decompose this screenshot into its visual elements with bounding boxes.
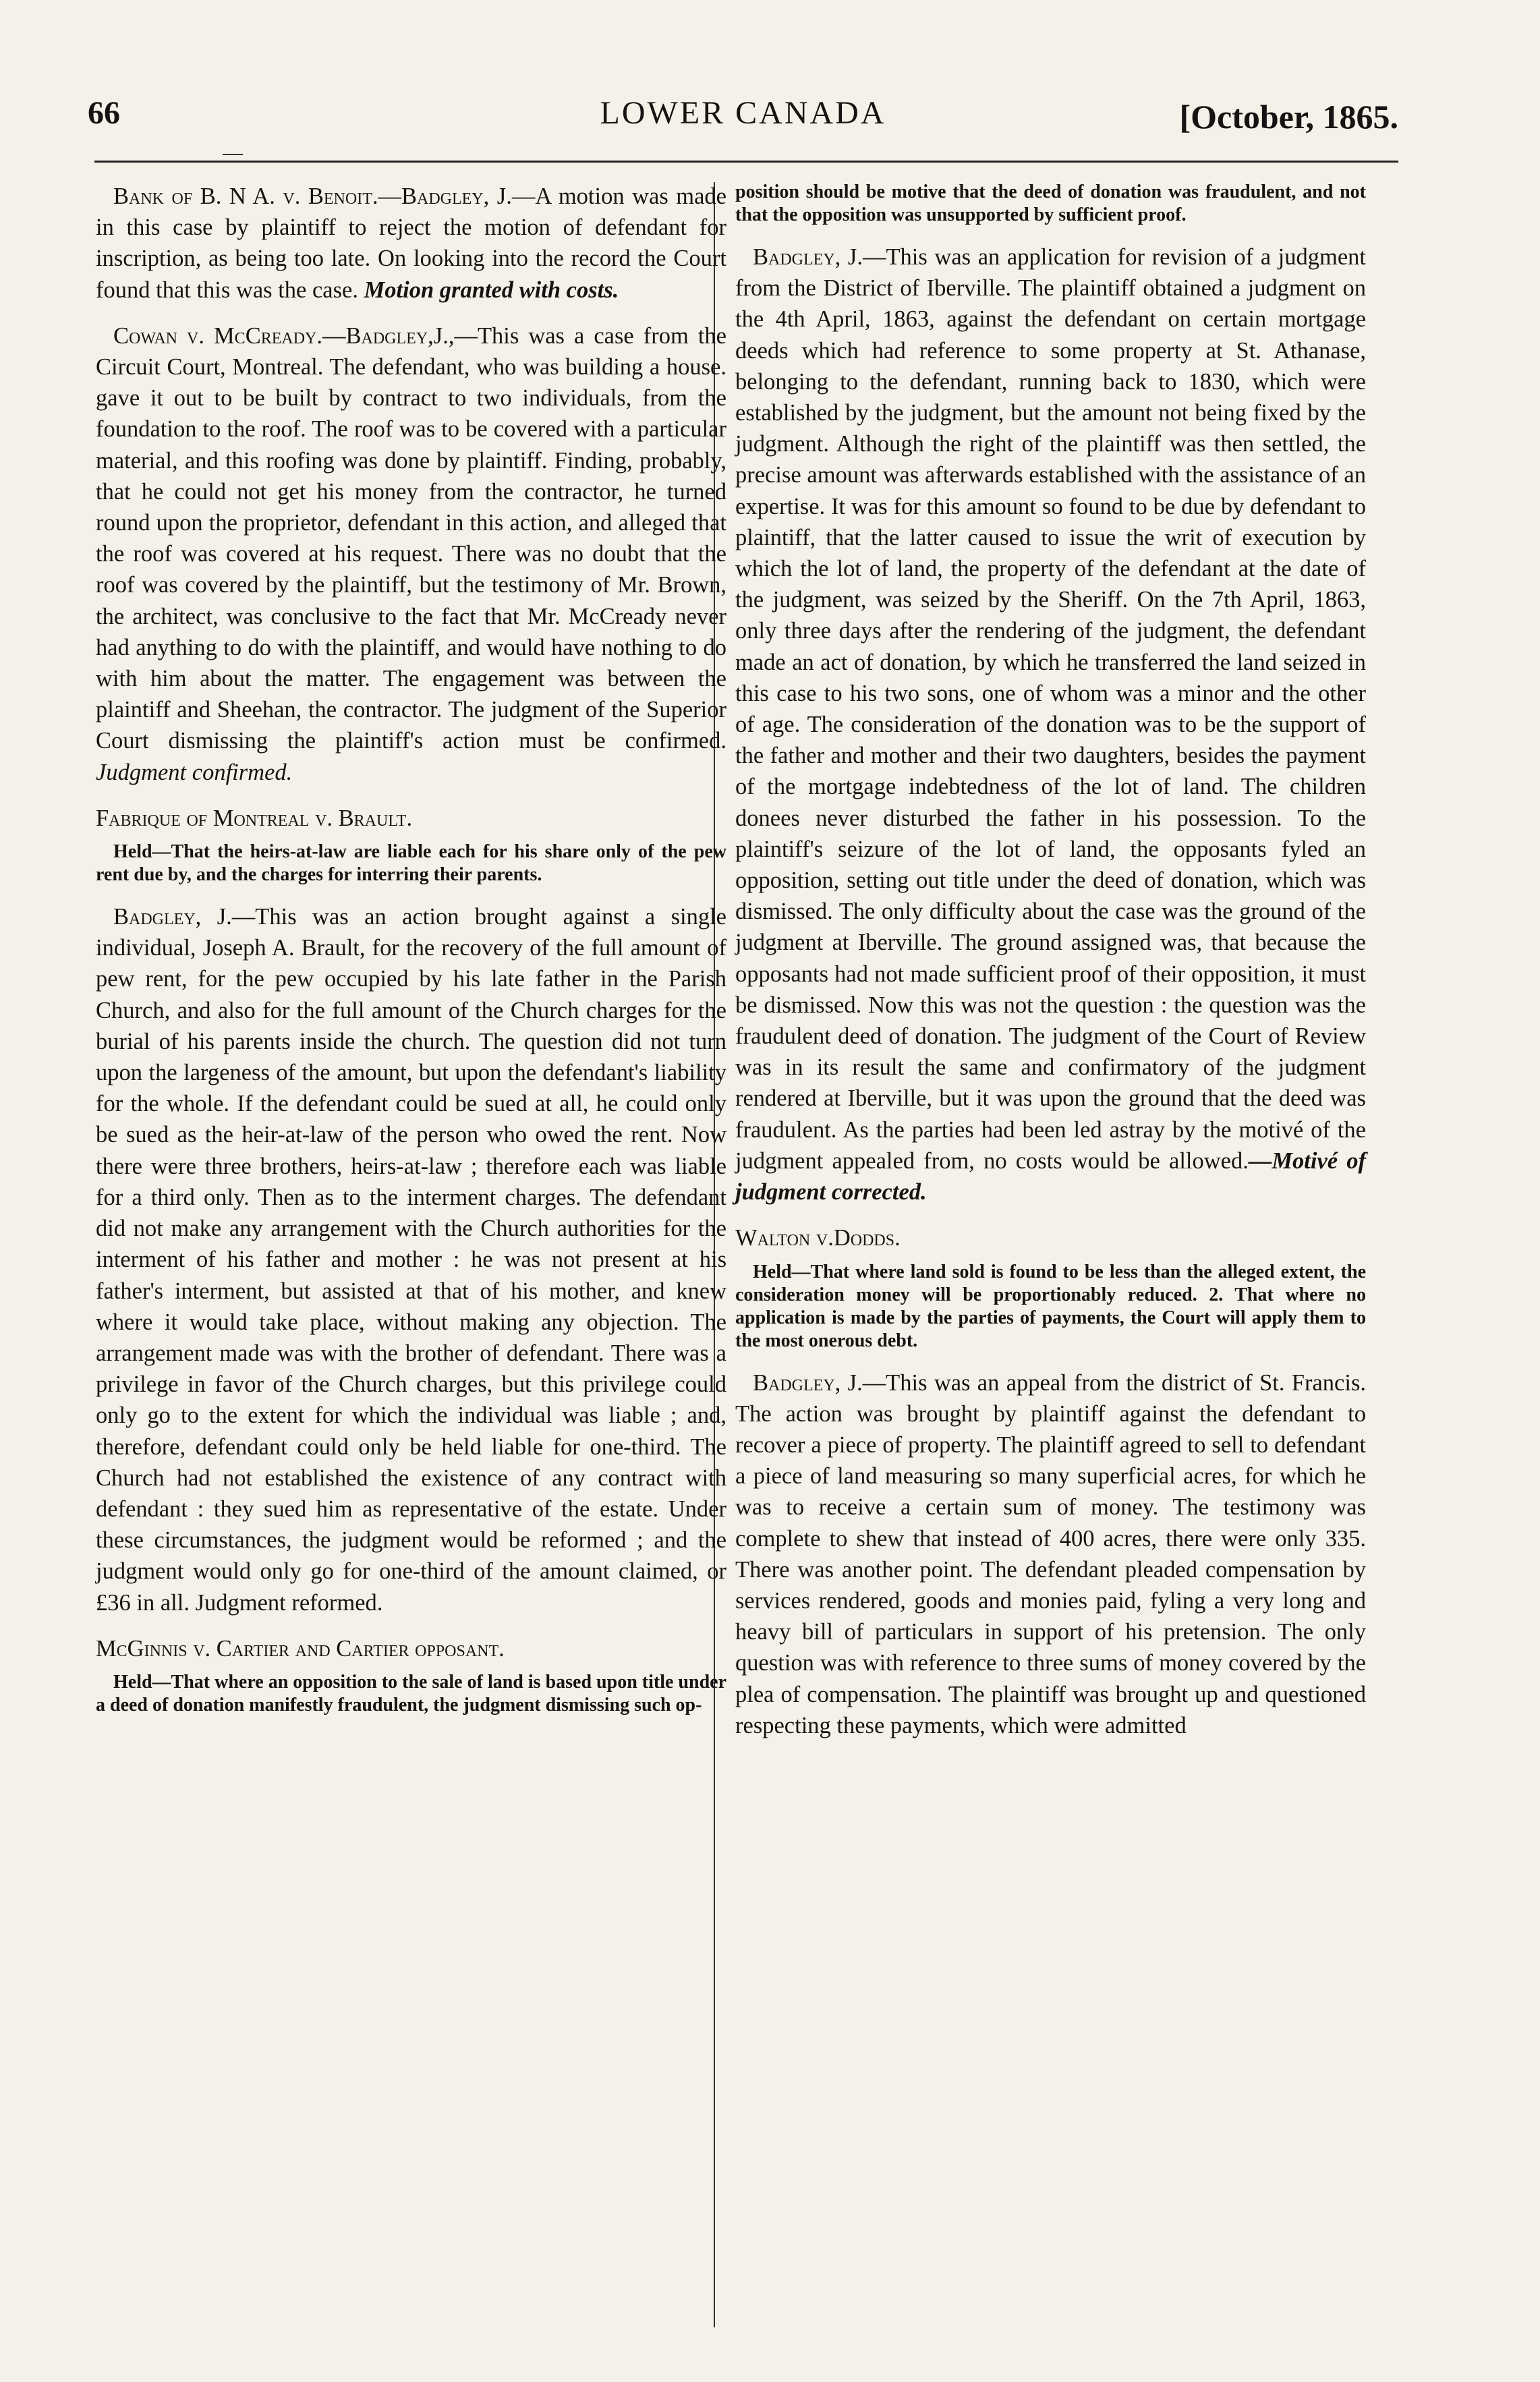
- case-disposition: Judgment confirmed.: [96, 759, 293, 785]
- case-disposition: Motion granted with costs.: [364, 277, 619, 303]
- held-summary-mcginnis: Held—That where an opposition to the sale of land is based upon title under a deed of donation manifestly fraudulent, the judgment dismissing such op-: [96, 1671, 726, 1715]
- case-title: Cowan v. McCready.: [113, 322, 322, 349]
- case-text: —This was an appeal from the district of St. Francis. The action was brought by plaintiff against the defendant to recover a piece of property. The plaintiff agreed to sell to defendant a piece of land measuring so many superficial acres, for which he was to receive a certain sum of money. The testimony was complete to shew that instead of 400 acres, there were only 335. There was another point. The defendant pleaded compensation by services rendered, goods and monies paid, fyling a very long and heavy bill of particulars in support of his pretension. The only question was with reference to three sums of money covered by the plea of compensation. The plaintiff was brought up and questioned respecting these payments, which were admitted: [735, 1369, 1366, 1738]
- held-continuation: position should be motive that the deed of donation was fraudulent, and not that the opposition was unsupported by sufficient proof.: [735, 181, 1366, 225]
- case-body-walton: [735, 1367, 1366, 1741]
- case-text: —A motion was made in this case by plaintiff to reject the motion of defendant for inscription, as being too late. On looking into the record the Court found that this was the case.: [96, 183, 726, 303]
- header-tick-mark: [223, 154, 243, 155]
- case-bank-benoit: [96, 181, 726, 306]
- judge-name: Badgley, J.: [753, 1369, 863, 1396]
- case-text: —This was a case from the Circuit Court, Montreal. The defendant, who was building a house. gave it out to be built by contract to two individuals, from the foundation to the roof. The roof was to be covered with a particular material, and this roofing was done by plaintiff. Finding, probably, that he could not get his money from the contractor, he turned round upon the proprietor, defendant in this action, and alleged that the roof was covered at his request. There was no doubt that the roof was covered by the plaintiff, but the testimony of Mr. Brown, the architect, was conclusive to the fact that Mr. McCready never had anything to do with the plaintiff, and would have nothing to do with him about the matter. The engagement was between the plaintiff and Sheehan, the contractor. The judgment of the Superior Court dismissing the plaintiff's action must be confirmed.: [96, 322, 726, 754]
- held-summary-walton: Held—That where land sold is found to be less than the alleged extent, the consideration money will be proportionably reduced. 2. That where no application is made by the parties of payments, the Court will apply them to the most onerous debt.: [735, 1261, 1366, 1351]
- judge-name: Badgley, J.: [113, 904, 232, 930]
- page-header: [88, 94, 1398, 155]
- case-cowan-mccready: [96, 320, 726, 788]
- judge-name: —Badgley, J.: [378, 183, 512, 209]
- case-title: Bank of B. N A. v. Benoit.: [113, 183, 378, 209]
- right-column: [735, 181, 1366, 1756]
- issue-date: [October, 1865.: [1179, 98, 1398, 136]
- case-heading-fabrique: Fabrique of Montreal v. Brault.: [96, 805, 413, 831]
- case-heading-mcginnis: McGinnis v. Cartier and Cartier opposant.: [96, 1635, 505, 1662]
- running-title: LOWER CANADA: [600, 95, 886, 131]
- case-disposition: —Motivé of judgment corrected.: [735, 1147, 1366, 1206]
- case-heading-walton: Walton v.Dodds.: [735, 1225, 901, 1251]
- case-body-mcginnis: [735, 242, 1366, 1208]
- header-rule: [94, 161, 1398, 163]
- case-text: —This was an action brought against a single individual, Joseph A. Brault, for the recovery of the full amount of pew rent, for the pew occupied by his late father in the Parish Church, and also for the full amount of the Church charges for the burial of his parents inside the church. The question did not turn upon the largeness of the amount, but upon the defendant's liability for the whole. If the defendant could be sued at all, he could only be sued as the heir-at-law of the person who owed the rent. Now there were three brothers, heirs-at-law ; therefore each was liable for a third only. Then as to the interment charges. The defendant did not make any arrangement with the Church authorities for the interment of his father and mother : he was not present at his father's interment, but assisted at that of his mother, and knew where it would take place, without making any objection. The arrangement made was with the brother of defendant. There was a privilege in favor of the Church charges, but this privilege could only go to the extent for which the individual was liable ; and, therefore, defendant could only be held liable for one-third. The Church had not established the existence of any contract with defendant : they sued him as representative of the estate. Under these circumstances, the judgment would be reformed ; and the judgment would only go for one-third of the amount claimed, or £36 in all. Judgment reformed.: [96, 904, 726, 1616]
- held-summary-fabrique: Held—That the heirs-at-law are liable each for his share only of the pew rent due by, and the charges for interring their parents.: [96, 841, 726, 886]
- case-text: —This was an application for revision of a judgment from the District of Iberville. The plaintiff obtained a judgment on the 4th April, 1863, against the defendant on certain mortgage deeds which had reference to some property at St. Athanase, belonging to the defendant, running back to 1830, which were established by the judgment, but the amount not being fixed by the judgment. Although the right of the plaintiff was then settled, the precise amount was afterwards established with the assistance of an expertise. It was for this amount so found to be due by defendant to plaintiff, that the latter caused to issue the writ of execution by which the lot of land, the property of the defendant at the date of the judgment, was seized by the Sheriff. On the 7th April, 1863, only three days after the rendering of the judgment, the defendant made an act of donation, by which he transferred the land seized in this case to his two sons, one of whom was a minor and the other of age. The consideration of the donation was to be the support of the father and mother and their two daughters, besides the payment of the mortgage indebtedness of the lot of land. The children donees never disturbed the father in his possession. To the plaintiff's seizure of the lot of land, the opposants fyled an opposition, setting out title under the deed of donation, which was dismissed. The only difficulty about the case was the ground of the judgment at Iberville. The ground assigned was, that because the opposants had not made sufficient proof of their opposition, it must be dismissed. Now this was not the question : the question was the fraudulent deed of donation. The judgment of the Court of Review was in its result the same and confirmatory of the judgment rendered at Iberville, but it was upon the ground that the deed was fraudulent. As the parties had been led astray by the motivé of the judgment appealed from, no costs would be allowed.: [735, 244, 1367, 1174]
- case-body-fabrique: [96, 901, 726, 1618]
- page-number: 66: [88, 95, 120, 131]
- left-column: [96, 181, 726, 1732]
- judge-name: —Badgley,J.,: [322, 322, 455, 349]
- judge-name: Badgley, J.: [753, 244, 863, 270]
